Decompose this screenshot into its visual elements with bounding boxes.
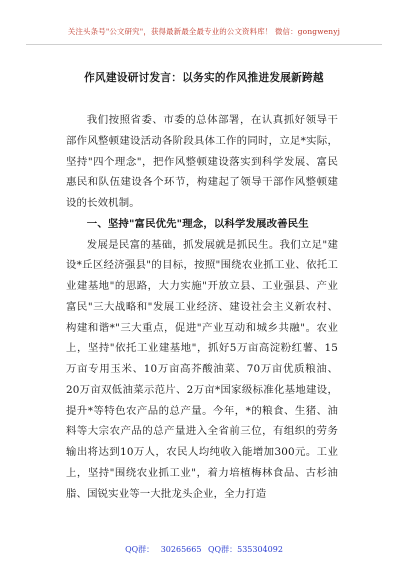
document-title: 作风建设研讨发言：以务实的作风推进发展新跨越 bbox=[84, 72, 324, 84]
section-paragraph: 发展是民富的基础，抓发展就是抓民生。我们立足"建设*丘区经济强县"的目标，按照"围绕农业抓工业、依托工业建基地"的思路，大力实施"开放立县、工业强县、产业富民"三大战略和"发展工业经济、建设社会主义新农村、构建和谐*"三大重点，促进"产业互动和城乡共融"。农业上，坚持"依托工业建基地"，抓好5万亩高淀粉红薯、15万亩专用玉米、10万亩高芥酸油菜、70万亩优质粮油、20万亩双低油菜示范片、2万亩*国家级标准化基地建设，提升*等特色农产品的总产量。今年，*的粮食、生猪、油料等大宗农产品的总产量进入全省前三位，有组织的劳务输出将达到10万人，农民人均纯收入能增加300元。工业上，坚持"围绕农业抓工业"，着力培植梅林食品、古杉油脂、国锐实业等一大批龙头企业，全力打造 bbox=[66, 238, 338, 500]
section-heading: 一、坚持"富民优先"理念，以科学发展改善民生 bbox=[86, 217, 309, 230]
footer-contact: QQ群： 30265665 QQ群：535304092 bbox=[125, 545, 283, 554]
header-divider bbox=[26, 44, 382, 45]
intro-paragraph: 我们按照省委、市委的总体部署，在认真抓好领导干部作风整顿建设活动各阶段具体工作的同时，立足*实际，坚持"四个理念"，把作风整顿建设落实到科学发展、富民惠民和队伍建设各个环节，构建起了领导干部作风整顿建设的长效机制。 bbox=[66, 114, 338, 209]
header-banner: 关注头条号"公文研究"，获得最新最全最专业的公文资料库！ 微信：gongwenyj bbox=[67, 27, 341, 36]
document-body bbox=[66, 110, 338, 504]
